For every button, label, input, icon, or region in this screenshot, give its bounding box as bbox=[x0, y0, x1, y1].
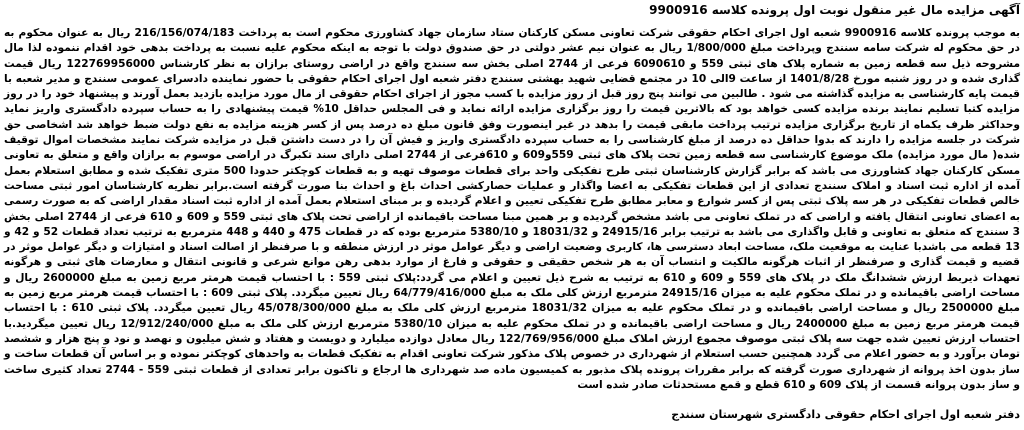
auction-notice bbox=[4, 2, 1020, 426]
notice-title: آگهی مزایده مال غیر منقول نوبت اول پرونده کلاسه 9900916 bbox=[649, 3, 1020, 17]
notice-body: به موجب پرونده کلاسه 9900916 شعبه اول اجرای احکام حقوقی شرکت تعاونی مسکن کارکنان ستاد سازمان جهاد کشاورزی محکوم است به پرداخت 216/156/074/183 ریال به عنوان محکوم به در حق محکوم له شرکت سامه سنندج وپرداخت مبلغ 1/800/000 ریال به عنوان نیم عشر دولتی در حق صندوق دولت با توجه به اینکه محکوم علیه نسبت به پرداخت بدهی خود اقدام ننموده لذا مال مشروحه ذیل سه قطعه زمین به شماره پلاک های ثبتی 559 و 6090610 فرعی از 2744 اصلی بخش سه سنندج واقع در اراضی روستای برازان به نظر کارشناس 122769956000 ریال قیمت گذاری شده و در روز شنبه مورخ 1401/8/28 از ساعت 9الی 10 در مجتمع قضایی شهید بهشتی سنندج دفتر شعبه اول اجرای احکام حقوقی با حضور نماینده دادسرای عمومی سنندج و مدیر شعبه با قیمت پایه کارشناسی به مزایده گذاشته می شود . طالبین می توانند پنج روز قبل از روز مزایده با کسب مجوز از اجرای احکام حقوقی از مال مورد مزایده بازدید بعمل آورند و پیشنهاد خود را در روز مزایده کتبا تسلیم نمایند برنده مزایده کسی خواهد بود که بالاترین قیمت را روز برگزاری مزایده ارائه نماید و فی المجلس حداقل 10% قیمت پیشنهادی را به حساب سپرده دادگستری واریز نماید وحداکثر ظرف یکماه از تاریخ برگزاری مزایده ترتیب پرداخت مابقی قیمت را بدهد در غیر اینصورت وفق قانون مبلغ ده درصد پس از کسر هزینه مزایده به نفع دولت ضبط خواهد شد اشخاصی حق شرکت در جلسه مزایده را دارند که بدوا حداقل ده درصد از مبلغ کارشناسی را به حساب سپرده دادگستری واریز و فیش آن را در دست داشتن قبل در مزایده شرکت نمایند مشخصات اموال توقیف شده( مال مورد مزایده) ملک موضوع کارشناسی سه قطعه زمین تحت پلاک های ثبتی 559و609 و 610فرعی از 2744 اصلی دارای سند تکبرگ در اراضی موسوم به برازان واقع و متعلق به تعاونی مسکن کارکنان جهاد کشاورزی می باشد که برابر گزارش کارشناسان ثبتی طرح تفکیکی واحد برای قطعات موصوف تهیه و به قطعات کوچکتر حدودا 500 متری تفکیک شده و مطابق استعلام بعمل آمده از اداره ثبت اسناد و املاک سنندج تعدادی از این قطعات تفکیکی به اعضا واگذار و عملیات حصارکشی احداث باغ و احداث بنا صورت گرفته است.برابر نظریه کارشناسان امور ثبتی مساحت خالص قطعات تفکیکی در هر سه پلاک ثبتی پس از کسر شوارع و معابر مطابق طرح تفکیکی تعیین و اعلام گردیده و بر مبنای استعلام بعمل آمده از اداره ثبت اسناد مقدار اراضی که به صورت رسمی به اعضای تعاونی انتقال یافته و اراضی که در تملک تعاونی می باشد مشخص گردیده و بر همین مبنا مساحت باقیمانده از اراضی تحت پلاک های ثبتی 559 و 609 و 610 فرعی از 2744 اصلی بخش 3 سنندج که متعلق به تعاونی و قابل واگذاری می باشد به ترتیب برابر 24915/16 و 18031/32 و 5380/10 مترمربع بوده که در قطعات 475 و 440 و 448 مترمربع به ترتیب تعداد قطعات 52 و 42 و 13 قطعه می باشدبا عنایت به موقعیت ملک، مساحت ابعاد دسترسی ها، کاربری وضعیت اراضی و دیگر عوامل موثر در ارزش منطقه و با صرفنظر از اصالت اسناد و امتیازات و دیگر عوامل موثر در قضیه و قیمت گذاری و صرفنظر از اثبات هرگونه مالکیت و انتساب آن به هر شخص حقیقی و حقوقی و فارغ از موارد بدهی رهن موانع شرعی و قانونی انتقال و معارضات های ثبتی و هرگونه تعهدات ذیربط ارزش ششدانگ ملک در پلاک های 559 و 609 و 610 به ترتیب به شرح ذیل تعیین و اعلام می گردد:پلاک ثبتی 559 : با احتساب قیمت هرمتر مربع زمین به مبلغ 2600000 ریال و مساحت اراضی باقیمانده و در تملک محکوم علیه به میزان 24915/16 مترمربع ارزش کلی ملک به مبلغ 64/779/416/000 ریال تعیین میگردد. پلاک ثبتی 609 : با احتساب قیمت هرمتر مربع زمین به مبلغ 2500000 ریال و مساحت اراضی باقیمانده و در تملک محکوم علیه به میزان 18031/32 مترمربع ارزش کلی ملک به مبلغ 45/078/300/000 ریال تعیین میگردد. پلاک ثبتی 610 : با احتساب قیمت هرمتر مربع زمین به مبلغ 2400000 ریال و مساحت اراضی باقیمانده و در تملک محکوم علیه به میزان 5380/10 مترمربع ارزش کلی ملک به مبلغ 12/912/240/000 ریال تعیین میگردید.با احتساب ارزش تعیین شده جهت سه پلاک ثبتی موصوف مجموع ارزش املاک مبلغ 122/769/956/000 ریال معادل دوازده میلیارد و دویست و هفتاد و شش میلیون و نهصد و نود و پنج هزار و ششصد تومان برآورد و به حضور اعلام می گردد همچنین حسب استعلام از شهرداری در خصوص پلاک مذکور شرکت تعاونی اقدام به تفکیک قطعات به واحدهای کوچکتر نموده و بر اساس آن قطعات ساخت و ساز بدون اخذ پروانه از شهرداری صورت گرفته که برابر مقررات پرونده پلاک مذبور به کمیسیون ماده صد شهرداری ها ارجاع و تاکنون برابر تعدادی از قطعات ثبتی 559 - 2744 تعداد کثیری ساخت و ساز بدون پروانه قسمت از پلاک 609 و 610 قطع و قمع مستحدثات صادر شده است bbox=[4, 27, 1021, 391]
notice-signature: دفتر شعبه اول اجرای احکام حقوقی دادگستری شهرستان سنندج bbox=[671, 408, 1020, 421]
